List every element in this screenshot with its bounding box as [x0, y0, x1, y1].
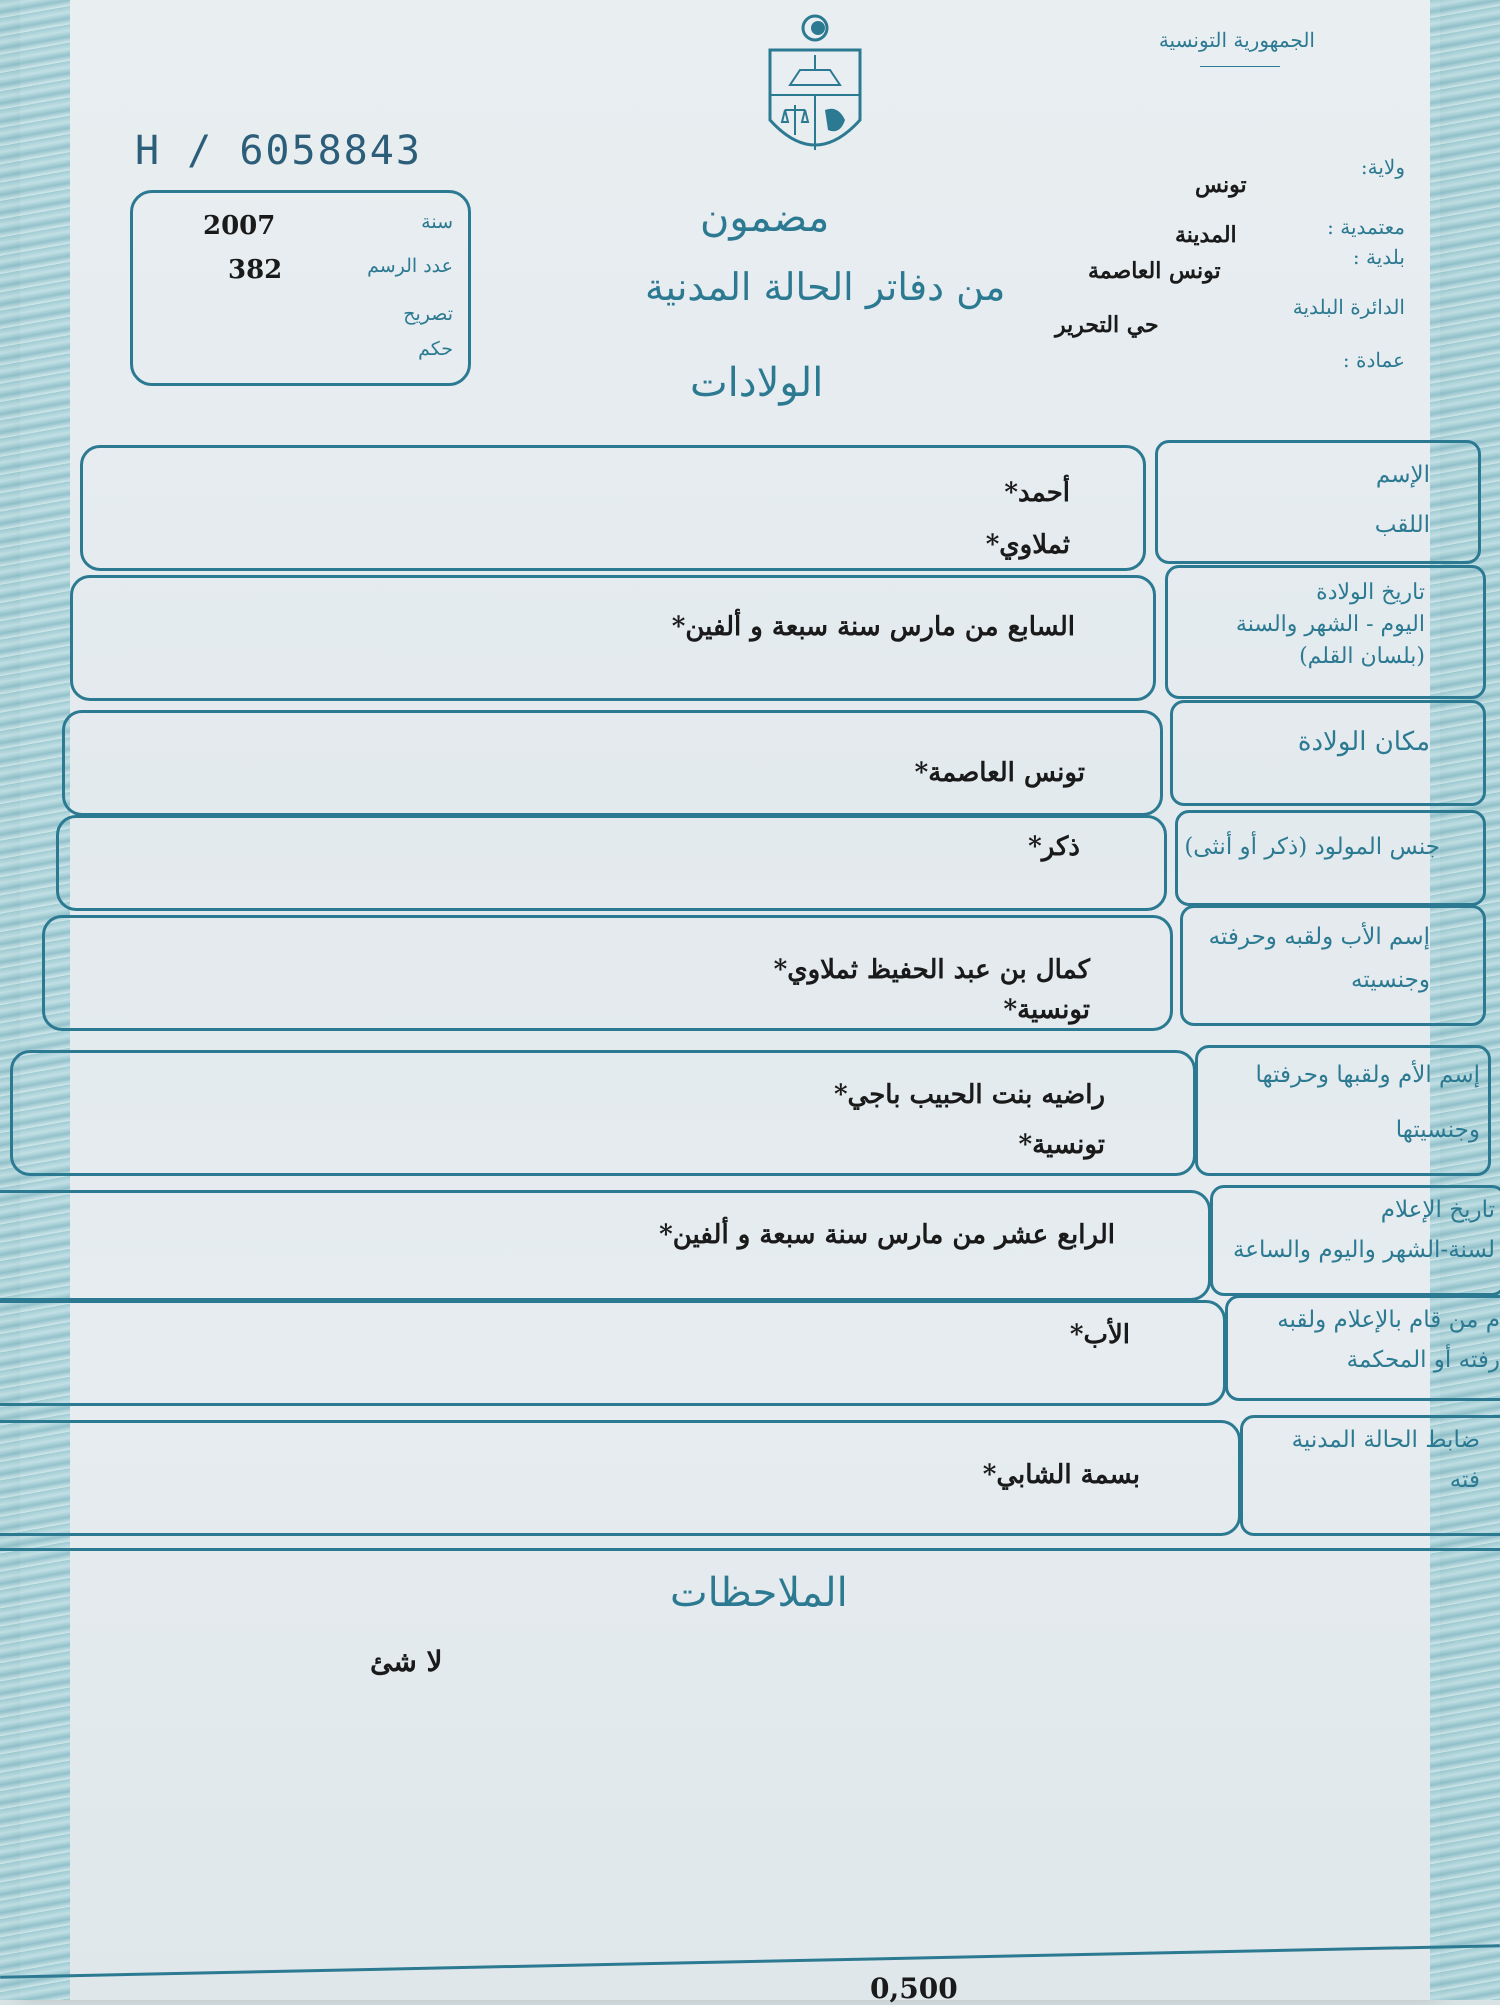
omda-label: عمادة : [1342, 348, 1405, 372]
father-nationality-value: تونسية* [1003, 995, 1090, 1025]
municipality-label: بلدية : [1352, 245, 1405, 269]
serial-number: H / 6058843 [135, 128, 422, 174]
name-label-line2: اللقب [1374, 512, 1430, 538]
registry-box [130, 190, 471, 386]
declarant-value-box [0, 1300, 1226, 1406]
birthplace-label: مكان الولادة [1297, 727, 1430, 757]
document-title-births: الولادات [690, 360, 824, 406]
document-title-extract: مضمون [700, 195, 830, 241]
officer-label-line2: فته [1449, 1467, 1480, 1493]
declaration-date-label-line1: تاريخ الإعلام [1380, 1197, 1495, 1223]
district-value: حي التحرير [1055, 312, 1159, 338]
municipality-value: تونس العاصمة [1088, 258, 1221, 284]
declaration-label: تصريح [403, 303, 453, 325]
notes-value: لا شئ [370, 1645, 443, 1678]
officer-label-line1: ضابط الحالة المدنية [1291, 1427, 1480, 1453]
birthdate-label-line3: (بلسان القلم) [1299, 644, 1425, 669]
birthdate-label-line1: تاريخ الولادة [1316, 580, 1425, 605]
father-name-value: كمال بن عبد الحفيظ ثملاوي* [773, 955, 1090, 985]
father-label-line2: وجنسيته [1351, 967, 1430, 993]
governorate-value: تونس [1195, 172, 1247, 198]
delegation-label: معتمدية : [1327, 215, 1405, 239]
section-divider [0, 1548, 1500, 1551]
registration-number-label: عدد الرسم [367, 255, 453, 277]
name-label-line1: الإسم [1375, 462, 1430, 488]
declarant-label-line1: م من قام بالإعلام ولقبه [1277, 1307, 1500, 1333]
registration-number-value: 382 [228, 255, 283, 285]
governorate-label: ولاية: [1360, 155, 1405, 179]
birthplace-value: تونس العاصمة* [914, 758, 1085, 788]
surname-value: ثملاوي* [985, 530, 1070, 560]
year-label: سنة [421, 211, 453, 233]
father-label-line1: إسم الأب ولقبه وحرفته [1208, 924, 1430, 950]
declarant-label-line2: رفته أو المحكمة [1346, 1347, 1500, 1373]
mother-name-value: راضيه بنت الحبيب باجي* [833, 1080, 1105, 1110]
tunisia-emblem-icon [760, 10, 870, 170]
judgment-label: حكم [418, 338, 453, 360]
declarant-value: الأب* [1069, 1320, 1130, 1350]
header-rule [1200, 66, 1280, 67]
sex-value: ذكر* [1028, 832, 1080, 862]
name-label-box [1155, 440, 1481, 564]
birthdate-label-line2: اليوم - الشهر والسنة [1235, 612, 1425, 637]
document-title-registers: من دفاتر الحالة المدنية [645, 265, 1006, 309]
mother-label-line2: وجنسيتها [1395, 1117, 1480, 1143]
delegation-value: المدينة [1175, 222, 1237, 248]
year-value: 2007 [203, 211, 276, 241]
republic-header: الجمهورية التونسية [1158, 28, 1315, 52]
declaration-date-value: الرابع عشر من مارس سنة سبعة و ألفين* [659, 1220, 1115, 1250]
district-label: الدائرة البلدية [1292, 295, 1405, 319]
sex-value-box [56, 815, 1167, 911]
birthdate-value: السابع من مارس سنة سبعة و ألفين* [671, 612, 1075, 642]
first-name-value: أحمد* [1004, 478, 1070, 508]
notes-title: الملاحظات [670, 1570, 848, 1616]
declaration-date-label-line2: لسنة-الشهر واليوم والساعة [1232, 1237, 1495, 1263]
fee-value: 0,500 [870, 1972, 958, 2005]
sex-label: جنس المولود (ذكر أو أنثى) [1184, 834, 1440, 860]
mother-nationality-value: تونسية* [1018, 1130, 1105, 1160]
officer-value: بسمة الشابي* [982, 1460, 1140, 1490]
mother-label-line1: إسم الأم ولقبها وحرفتها [1255, 1062, 1480, 1088]
